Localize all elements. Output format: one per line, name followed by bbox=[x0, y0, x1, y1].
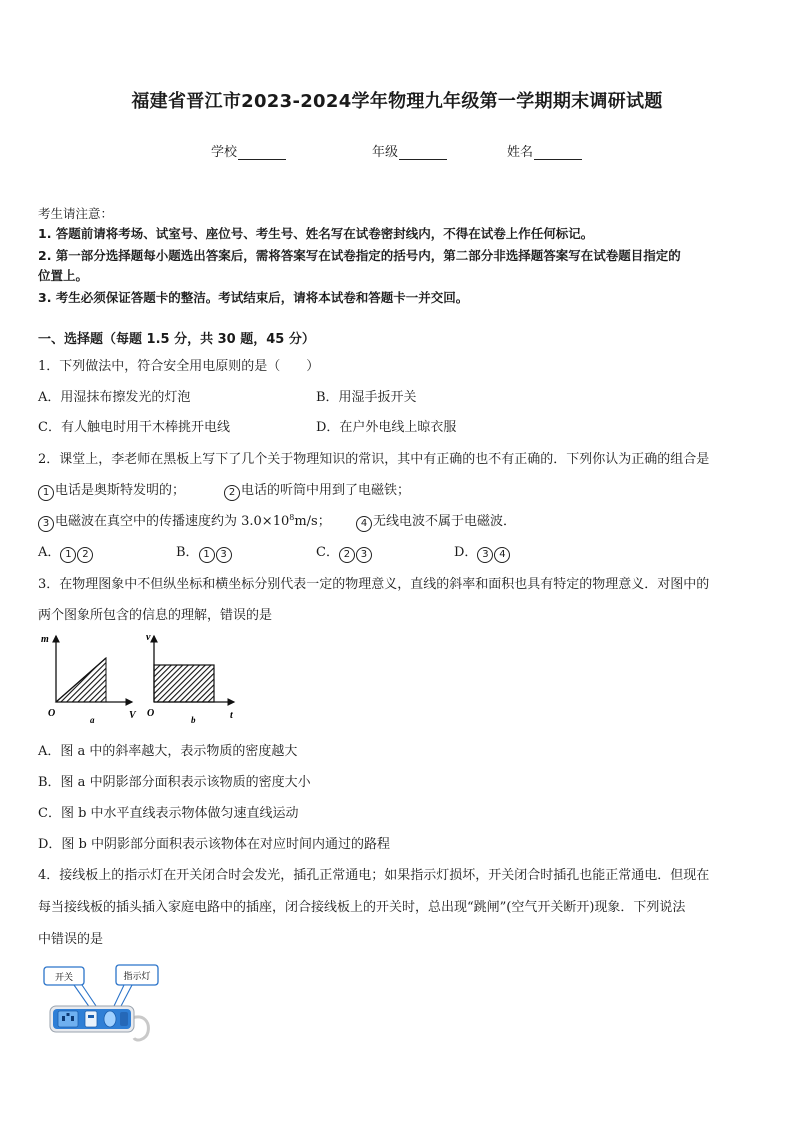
light-pointer bbox=[114, 985, 132, 1008]
q1-option-c[interactable]: C．有人触电时用干木棒挑开电线 bbox=[38, 420, 230, 435]
switch-button bbox=[85, 1011, 97, 1027]
graph-b-y-label: v bbox=[146, 632, 151, 643]
strip-end-cap bbox=[120, 1012, 128, 1026]
q2-option-a[interactable]: A． 1 2 bbox=[38, 541, 94, 563]
school-field: 学校 bbox=[211, 141, 286, 160]
q1-option-a[interactable]: A．用湿抹布擦发光的灯泡 bbox=[38, 390, 191, 405]
notice-item-3: 3. 考生必须保证答题卡的整洁。考试结束后，请将本试卷和答题卡一并交回。 bbox=[38, 290, 469, 305]
name-blank[interactable] bbox=[534, 147, 582, 160]
q4-stem-line1: 4．接线板上的指示灯在开关闭合时会发光，插孔正常通电；如果指示灯损坏，开关闭合时插孔也能正常通电．但现在 bbox=[38, 868, 710, 883]
power-strip-figure bbox=[40, 962, 160, 1044]
graph-b-caption: b bbox=[191, 715, 196, 725]
grade-field: 年级 bbox=[372, 141, 447, 160]
notice-heading: 考生请注意： bbox=[38, 206, 114, 221]
q1-option-b[interactable]: B．用湿手扳开关 bbox=[316, 390, 417, 405]
q2-option-c[interactable]: C． 2 3 bbox=[316, 541, 373, 563]
q4-stem-line2: 每当接线板的插头插入家庭电路中的插座，闭合接线板上的开关时，总出现“跳闸”(空气开关断开)现象．下列说法 bbox=[38, 900, 686, 915]
graph-b-shaded-rect bbox=[154, 665, 214, 702]
q1-option-d[interactable]: D．在户外电线上晾衣服 bbox=[316, 420, 457, 435]
q2-statement-4: 4 无线电波不属于电磁波． bbox=[356, 510, 516, 532]
graph-b-origin: O bbox=[147, 708, 155, 719]
school-blank[interactable] bbox=[238, 147, 286, 160]
light-label: 指示灯 bbox=[123, 972, 151, 982]
q3-option-a[interactable]: A．图 a 中的斜率越大，表示物质的密度越大 bbox=[38, 744, 298, 759]
q3-option-d[interactable]: D．图 b 中阴影部分面积表示该物体在对应时间内通过的路程 bbox=[38, 837, 391, 852]
name-field: 姓名 bbox=[507, 141, 582, 160]
q2-option-b[interactable]: B． 1 3 bbox=[176, 541, 233, 563]
graph-b bbox=[146, 632, 234, 725]
q3-figures bbox=[36, 630, 246, 726]
q2-statement-3: 3 电磁波在真空中的传播速度约为 $3.0\times 10^8m/s$； bbox=[38, 510, 331, 532]
q2-statement-1: 1 电话是奥斯特发明的； bbox=[38, 479, 185, 501]
notice-item-2-cont: 位置上。 bbox=[38, 268, 89, 283]
graph-b-x-label: t bbox=[230, 710, 233, 721]
q3-stem-line2: 两个图象所包含的信息的理解，错误的是 bbox=[38, 608, 273, 623]
graph-a-caption: a bbox=[90, 715, 95, 725]
grade-blank[interactable] bbox=[399, 147, 447, 160]
notice-item-1: 1. 答题前请将考场、试室号、座位号、考生号、姓名写在试卷密封线内，不得在试卷上作任何标记。 bbox=[38, 226, 594, 241]
switch-pointer bbox=[74, 985, 96, 1008]
q2-stem: 2．课堂上，李老师在黑板上写下了几个关于物理知识的常识，其中有正确的也不有正确的．下列你认为正确的组合是 bbox=[38, 452, 710, 467]
q3-option-b[interactable]: B．图 a 中阴影部分面积表示该物质的密度大小 bbox=[38, 775, 311, 790]
q1-stem: 1．下列做法中，符合安全用电原则的是（ ） bbox=[38, 359, 320, 374]
q2-option-d[interactable]: D． 3 4 bbox=[454, 541, 511, 563]
graph-a bbox=[41, 634, 137, 725]
section-heading: 一、选择题（每题 1.5 分，共 30 题，45 分） bbox=[38, 332, 315, 347]
graph-a-origin: O bbox=[48, 708, 56, 719]
notice-item-2: 2. 第一部分选择题每小题选出答案后，需将答案写在试卷指定的括号内，第二部分非选择题答案写在试卷题目指定的 bbox=[38, 248, 681, 263]
q4-stem-line3: 中错误的是 bbox=[38, 932, 104, 947]
q2-statement-2: 2 电话的听筒中用到了电磁铁； bbox=[224, 479, 410, 501]
switch-label: 开关 bbox=[54, 973, 74, 983]
graph-a-x-label: V bbox=[129, 710, 136, 721]
graph-a-y-label: m bbox=[41, 634, 49, 645]
page-title: 福建省晋江市2023-2024学年物理九年级第一学期期末调研试题 bbox=[131, 91, 663, 112]
q3-option-c[interactable]: C．图 b 中水平直线表示物体做匀速直线运动 bbox=[38, 806, 299, 821]
indicator-light bbox=[104, 1011, 116, 1027]
q3-stem-line1: 3．在物理图象中不但纵坐标和横坐标分别代表一定的物理意义，直线的斜率和面积也具有特定的物理意义．对图中的 bbox=[38, 577, 710, 592]
